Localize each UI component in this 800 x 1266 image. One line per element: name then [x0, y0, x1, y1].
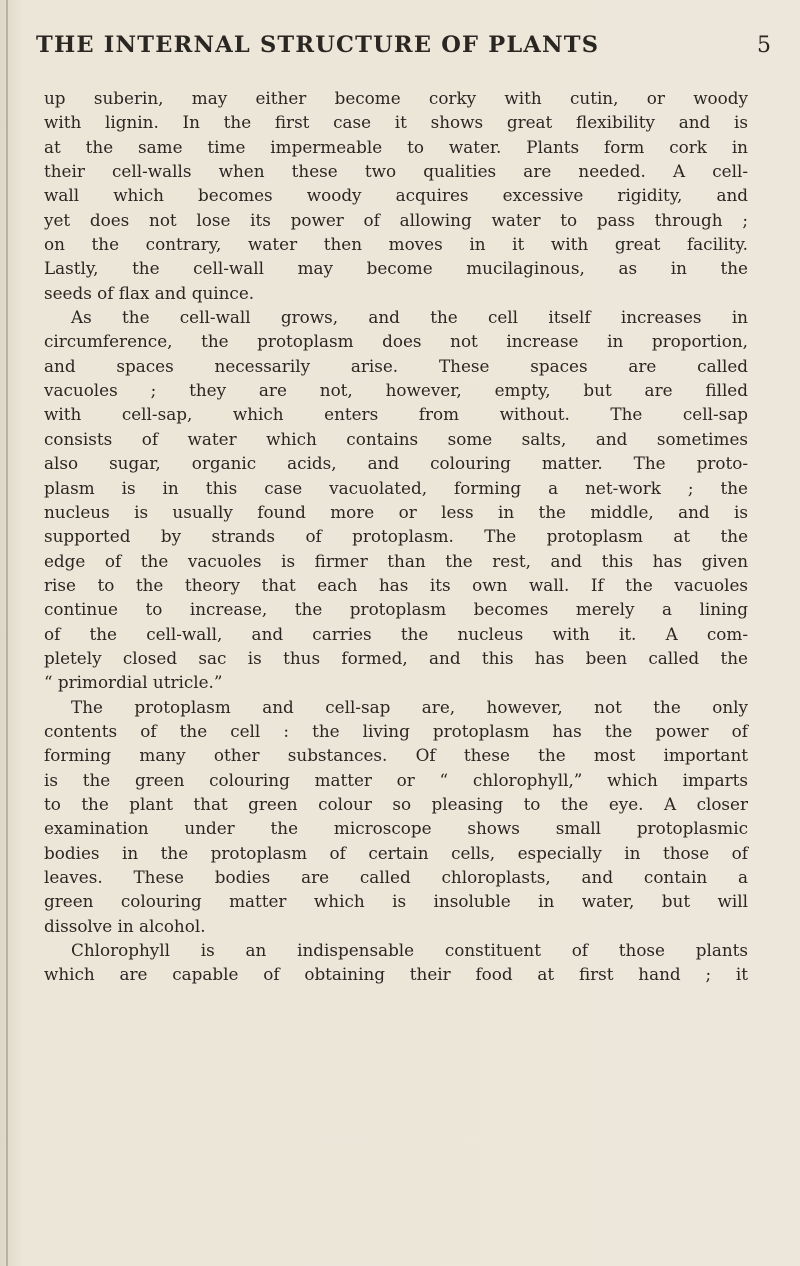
text-line: Lastly, the cell-wall may become mucilaginous, as in the	[44, 258, 748, 279]
running-header	[36, 32, 771, 58]
paragraph-1	[44, 86, 748, 305]
text-line: seeds of flax and quince.	[44, 282, 255, 303]
text-line: which are capable of obtaining their food at first hand ; it	[44, 964, 748, 985]
text-line: green colouring matter which is insoluble in water, but will	[44, 891, 748, 912]
text-line: The protoplasm and cell-sap are, however, not the only	[71, 696, 748, 717]
text-line: examination under the microscope shows small protoplasmic	[44, 818, 748, 839]
text-line: nucleus is usually found more or less in the middle, and is	[44, 501, 748, 522]
text-line: yet does not lose its power of allowing water to pass through ;	[44, 209, 748, 230]
paragraph-2	[44, 305, 748, 695]
text-line: of the cell-wall, and carries the nucleus with it. A com-	[44, 623, 748, 644]
text-line: vacuoles ; they are not, however, empty, but are filled	[44, 380, 748, 401]
text-line: on the contrary, water then moves in it with great facility.	[44, 234, 748, 255]
running-title: THE INTERNAL STRUCTURE OF PLANTS	[36, 32, 600, 58]
text-line: up suberin, may either become corky with cutin, or woody	[44, 88, 748, 108]
binding-gutter	[6, 0, 8, 1266]
text-line: edge of the vacuoles is firmer than the rest, and this has given	[44, 550, 748, 571]
text-line: with cell-sap, which enters from without. The cell-sap	[44, 404, 748, 425]
text-line: also sugar, organic acids, and colouring matter. The proto-	[44, 453, 748, 474]
text-line: Chlorophyll is an indispensable constituent of those plants	[71, 940, 748, 961]
text-line: pletely closed sac is thus formed, and this has been called the	[44, 647, 748, 668]
text-line: consists of water which contains some salts, and sometimes	[44, 428, 748, 449]
text-line: at the same time impermeable to water. Plants form cork in	[44, 136, 748, 157]
text-line: dissolve in alcohol.	[44, 915, 206, 936]
text-line: bodies in the protoplasm of certain cells, especially in those of	[44, 842, 748, 863]
text-line: with lignin. In the first case it shows great flexibility and is	[44, 112, 748, 133]
text-line: rise to the theory that each has its own wall. If the vacuoles	[44, 574, 748, 595]
text-line: and spaces necessarily arise. These spaces are called	[44, 355, 748, 376]
paragraph-3	[44, 695, 748, 938]
paragraph-4	[44, 938, 748, 987]
text-line: contents of the cell : the living protoplasm has the power of	[44, 720, 748, 741]
text-line: leaves. These bodies are called chloroplasts, and contain a	[44, 867, 748, 887]
text-line: circumference, the protoplasm does not increase in proportion,	[44, 331, 748, 352]
text-line: supported by strands of protoplasm. The protoplasm at the	[44, 526, 748, 547]
text-line: plasm is in this case vacuolated, forming a net-work ; the	[44, 477, 748, 498]
text-line: their cell-walls when these two qualities are needed. A cell-	[44, 161, 748, 182]
text-line: forming many other substances. Of these the most important	[44, 745, 748, 766]
body-text	[44, 86, 748, 987]
text-line: to the plant that green colour so pleasing to the eye. A closer	[44, 793, 748, 814]
page-number: 5	[757, 33, 771, 58]
text-line: As the cell-wall grows, and the cell itself increases in	[71, 307, 748, 328]
text-line: is the green colouring matter or “ chlorophyll,” which imparts	[44, 769, 748, 790]
text-line: continue to increase, the protoplasm becomes merely a lining	[44, 599, 748, 620]
text-line: wall which becomes woody acquires excessive rigidity, and	[44, 185, 748, 206]
text-line: “ primordial utricle.”	[44, 672, 223, 693]
